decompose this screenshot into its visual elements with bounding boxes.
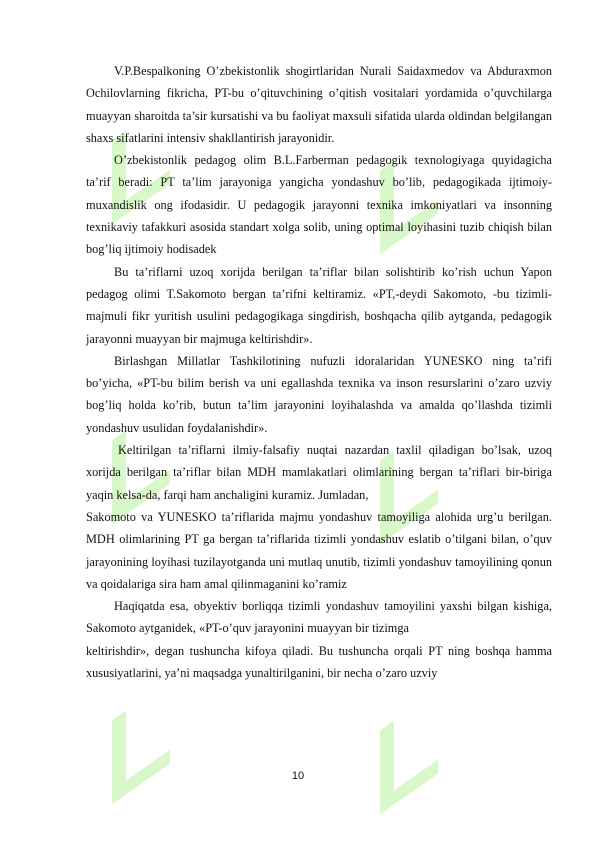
paragraph: Birlashgan Millatlar Tashkilotining nufuzli idoralaridan YUNESKO ning ta’rifi bo’yicha, «PT-bu bilim berish va uni egallashda texnika va inson resurslarini o’zaro uzviy bog’liq holda ko’rib, butun ta’lim jarayonini loyihalashda va amalda qo’llashda tizimli yondashuv usulidan foydalanishdir».: [86, 353, 552, 435]
watermark-shape: [112, 680, 170, 805]
paragraph: Bu ta’riflarni uzoq xorijda berilgan ta’riflar bilan solishtirib ko’rish uchun Yapon pedagog olimi T.Sakomoto bergan ta’rifni keltiramiz. «PT,-deydi Sakomoto, -bu tizimli-majmuli fikr yuritish usulini pedagogikaga singdirish, boshqacha qilib aytganda, pedagogik jarayonni muayyan bir majmuga keltirishdir».: [86, 264, 552, 346]
paragraph: V.P.Bespalkoning O’zbekistonlik shogirtlaridan Nurali Saidaxmedov va Abduraxmon Ochilovlarning fikricha, PT-bu o’qituvchining o’qitish vositalari yordamida o’quvchilarga muayyan sharoitda ta’sir kursatishi va bu faoliyat maxsuli sifatida ularda oldindan belgilangan shaxs sifatlarini intensiv shakllantirish jarayonidir.: [86, 64, 552, 145]
paragraph: Haqiqatda esa, obyektiv borliqqa tizimli yondashuv tamoyilini yaxshi bilgan kishiga, Sakomoto aytganidek, «PT-o’quv jarayonini muayyan bir tizimga: [86, 599, 552, 636]
watermark-shape: [380, 690, 438, 815]
document-body: [86, 60, 552, 684]
paragraph: O’zbekistonlik pedagog olim B.L.Farberman pedagogik texnologiyaga quyidagicha ta’rif beradi: PT ta’lim jarayoniga yangicha yondashuv bo’lib, pedagogikada ijtimoiy-muxandislik ong ifodasidir. U pedagogik jarayonni texnika imkoniyatlari va insonning texnikaviy tafakkuri asosida standart xolga solib, uning optimal loyihasini tuzib chiqish bilan bog’liq ijtimoiy hodisadek: [86, 153, 552, 257]
paragraph: Sakomoto va YUNESKO ta’riflarida majmu yondashuv tamoyiliga alohida urg’u berilgan. MDH olimlarining PT ga bergan ta’riflarida tizimli yondashuv eslatib o’tilgani bilan, o’quv jarayonining loyihasi tuzilayotganda uni mutlaq unutib, tizimli yondashuv tamoyilining qonun va qoidalariga sira ham amal qilinmaganini ko’ramiz: [86, 509, 552, 591]
paragraph: keltirishdir», degan tushuncha kifoya qiladi. Bu tushuncha orqali PT ning boshqa hamma xususiyatlarini, ya’ni maqsadga yunaltirilganini, bir necha o’zaro uzviy: [86, 643, 552, 681]
page-number: 10: [291, 770, 305, 782]
paragraph: Keltirilgan ta’riflarni ilmiy-falsafiy nuqtai nazardan taxlil qiladigan bo’lsak, uzoq xorijda berilgan ta’riflar bilan MDH mamlakatlari olimlarining bergan ta’riflari bir-biriga yaqin kelsa-da, farqi ham anchaligini kuramiz. Jumladan,: [86, 443, 552, 502]
